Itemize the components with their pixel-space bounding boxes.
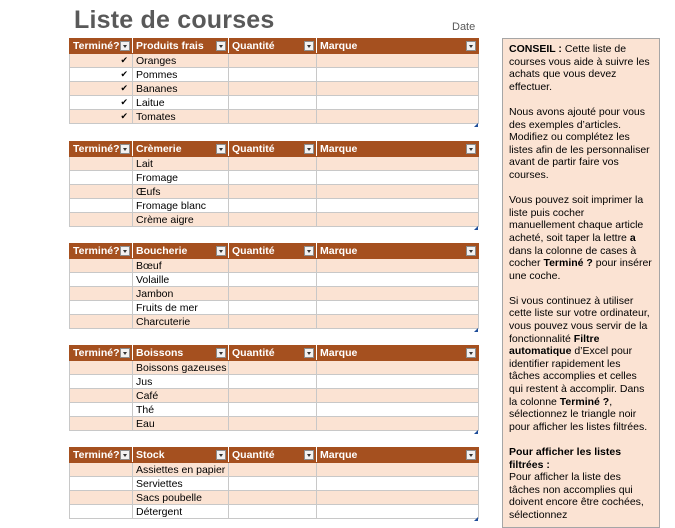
brand-column-header[interactable]: Marque: [317, 448, 479, 463]
filter-dropdown-icon[interactable]: [304, 41, 314, 51]
item-name-cell[interactable]: Eau: [133, 417, 229, 431]
filter-dropdown-icon[interactable]: [304, 450, 314, 460]
date-label[interactable]: Date: [452, 21, 476, 33]
filter-dropdown-icon[interactable]: [466, 348, 476, 358]
brand-cell[interactable]: [317, 213, 479, 227]
done-checkbox-cell[interactable]: [70, 375, 133, 389]
item-name-cell[interactable]: Fromage: [133, 171, 229, 185]
filter-dropdown-icon[interactable]: [466, 246, 476, 256]
done-checkbox-cell[interactable]: [70, 389, 133, 403]
item-name-cell[interactable]: Assiettes en papier: [133, 463, 229, 477]
quantity-column-header[interactable]: Quantité: [229, 39, 317, 54]
filter-dropdown-icon[interactable]: [304, 348, 314, 358]
item-name-cell[interactable]: Fromage blanc: [133, 199, 229, 213]
tip-print: Vous pouvez soit imprimer la liste puis cocher manuellement chaque article acheté, soit taper la lettre a dans la colonne de cases à cocher Terminé ? pour insérer une coche.: [509, 194, 652, 282]
filter-dropdown-icon[interactable]: [120, 41, 130, 51]
quantity-cell[interactable]: [229, 361, 317, 375]
table-row: [70, 505, 479, 519]
quantity-cell[interactable]: [229, 157, 317, 171]
quantity-column-header[interactable]: Quantité: [229, 346, 317, 361]
filter-dropdown-icon[interactable]: [216, 348, 226, 358]
brand-cell[interactable]: [317, 96, 479, 110]
brand-cell[interactable]: [317, 54, 479, 68]
done-column-header[interactable]: Terminé?: [70, 448, 133, 463]
brand-cell[interactable]: [317, 157, 479, 171]
brand-cell[interactable]: [317, 301, 479, 315]
done-checkbox-cell[interactable]: [70, 361, 133, 375]
filter-dropdown-icon[interactable]: [466, 41, 476, 51]
done-checkbox-cell[interactable]: [70, 301, 133, 315]
brand-cell[interactable]: [317, 477, 479, 491]
table-row: [70, 259, 479, 273]
table-resize-handle[interactable]: [474, 328, 478, 332]
filter-dropdown-icon[interactable]: [120, 348, 130, 358]
done-checkbox-cell[interactable]: [70, 491, 133, 505]
item-name-cell[interactable]: Tomates: [133, 110, 229, 124]
list-table: [69, 38, 479, 124]
filter-dropdown-icon[interactable]: [120, 450, 130, 460]
done-column-header[interactable]: Terminé?: [70, 39, 133, 54]
quantity-cell[interactable]: [229, 505, 317, 519]
done-checkbox-cell[interactable]: ✔: [70, 82, 133, 96]
category-column-header[interactable]: Produits frais: [133, 39, 229, 54]
table-row: [70, 68, 479, 82]
item-name-cell[interactable]: Lait: [133, 157, 229, 171]
quantity-cell[interactable]: [229, 54, 317, 68]
brand-cell[interactable]: [317, 171, 479, 185]
table-resize-handle[interactable]: [474, 430, 478, 434]
item-name-cell[interactable]: Boissons gazeuses: [133, 361, 229, 375]
quantity-cell[interactable]: [229, 259, 317, 273]
filter-dropdown-icon[interactable]: [120, 144, 130, 154]
brand-cell[interactable]: [317, 82, 479, 96]
quantity-cell[interactable]: [229, 477, 317, 491]
table-row: [70, 199, 479, 213]
quantity-cell[interactable]: [229, 375, 317, 389]
done-checkbox-cell[interactable]: ✔: [70, 68, 133, 82]
page-title: Liste de courses: [74, 6, 275, 34]
done-checkbox-cell[interactable]: [70, 259, 133, 273]
tip-filter: Si vous continuez à utiliser cette liste sur votre ordinateur, vous pouvez vous servir de la fonctionnalité Filtre automatique d’Excel pour identifier rapidement les tâches accomplies et celles qui restent à accomplir. Dans la colonne Terminé ?, sélectionnez le triangle noir pour afficher les listes filtrées.: [509, 294, 650, 433]
brand-cell[interactable]: [317, 185, 479, 199]
table-resize-handle[interactable]: [474, 226, 478, 230]
list-table: [69, 345, 479, 431]
quantity-column-header[interactable]: Quantité: [229, 448, 317, 463]
quantity-cell[interactable]: [229, 389, 317, 403]
list-table: [69, 447, 479, 519]
brand-column-header[interactable]: Marque: [317, 346, 479, 361]
table-row: [70, 403, 479, 417]
quantity-cell[interactable]: [229, 301, 317, 315]
done-checkbox-cell[interactable]: [70, 273, 133, 287]
done-checkbox-cell[interactable]: [70, 287, 133, 301]
table-row: [70, 110, 479, 124]
filter-dropdown-icon[interactable]: [120, 246, 130, 256]
brand-cell[interactable]: [317, 68, 479, 82]
done-checkbox-cell[interactable]: [70, 463, 133, 477]
table-row: [70, 375, 479, 389]
quantity-cell[interactable]: [229, 491, 317, 505]
brand-cell[interactable]: [317, 403, 479, 417]
item-name-cell[interactable]: Détergent: [133, 505, 229, 519]
table-row: [70, 82, 479, 96]
item-name-cell[interactable]: Crème aigre: [133, 213, 229, 227]
done-checkbox-cell[interactable]: [70, 185, 133, 199]
table-row: [70, 157, 479, 171]
table-row: [70, 491, 479, 505]
brand-cell[interactable]: [317, 389, 479, 403]
filter-dropdown-icon[interactable]: [466, 144, 476, 154]
quantity-cell[interactable]: [229, 199, 317, 213]
done-checkbox-cell[interactable]: [70, 505, 133, 519]
brand-cell[interactable]: [317, 417, 479, 431]
brand-cell[interactable]: [317, 315, 479, 329]
done-column-header[interactable]: Terminé?: [70, 346, 133, 361]
tip-intro: CONSEIL : Cette liste de courses vous aide à suivre les achats que vous devez effectuer.: [509, 43, 650, 93]
item-name-cell[interactable]: Serviettes: [133, 477, 229, 491]
filter-dropdown-icon[interactable]: [216, 450, 226, 460]
category-column-header[interactable]: Stock: [133, 448, 229, 463]
quantity-cell[interactable]: [229, 171, 317, 185]
table-row: [70, 315, 479, 329]
quantity-column-header[interactable]: Quantité: [229, 142, 317, 157]
table-row: [70, 54, 479, 68]
item-name-cell[interactable]: Sacs poubelle: [133, 491, 229, 505]
table-row: [70, 463, 479, 477]
filter-dropdown-icon[interactable]: [216, 144, 226, 154]
table-row: [70, 96, 479, 110]
quantity-cell[interactable]: [229, 287, 317, 301]
quantity-cell[interactable]: [229, 273, 317, 287]
quantity-cell[interactable]: [229, 213, 317, 227]
table-row: [70, 301, 479, 315]
done-checkbox-cell[interactable]: [70, 417, 133, 431]
done-checkbox-cell[interactable]: [70, 315, 133, 329]
table-resize-handle[interactable]: [474, 517, 478, 521]
table-row: [70, 417, 479, 431]
filter-dropdown-icon[interactable]: [304, 144, 314, 154]
quantity-cell[interactable]: [229, 110, 317, 124]
brand-cell[interactable]: [317, 375, 479, 389]
done-column-header[interactable]: Terminé?: [70, 142, 133, 157]
quantity-cell[interactable]: [229, 417, 317, 431]
filter-dropdown-icon[interactable]: [304, 246, 314, 256]
quantity-cell[interactable]: [229, 403, 317, 417]
brand-column-header[interactable]: Marque: [317, 39, 479, 54]
category-column-header[interactable]: Boucherie: [133, 244, 229, 259]
list-table: [69, 243, 479, 329]
brand-cell[interactable]: [317, 505, 479, 519]
brand-cell[interactable]: [317, 110, 479, 124]
quantity-cell[interactable]: [229, 82, 317, 96]
brand-cell[interactable]: [317, 199, 479, 213]
category-column-header[interactable]: Boissons: [133, 346, 229, 361]
table-row: [70, 477, 479, 491]
table-row: [70, 389, 479, 403]
brand-cell[interactable]: [317, 361, 479, 375]
done-checkbox-cell[interactable]: [70, 157, 133, 171]
category-column-header[interactable]: Crèmerie: [133, 142, 229, 157]
item-name-cell[interactable]: Laitue: [133, 96, 229, 110]
done-checkbox-cell[interactable]: [70, 213, 133, 227]
done-checkbox-cell[interactable]: [70, 477, 133, 491]
filter-dropdown-icon[interactable]: [466, 450, 476, 460]
done-checkbox-cell[interactable]: [70, 199, 133, 213]
done-checkbox-cell[interactable]: ✔: [70, 110, 133, 124]
done-checkbox-cell[interactable]: [70, 403, 133, 417]
item-name-cell[interactable]: Charcuterie: [133, 315, 229, 329]
brand-cell[interactable]: [317, 463, 479, 477]
brand-column-header[interactable]: Marque: [317, 142, 479, 157]
table-row: [70, 185, 479, 199]
item-name-cell[interactable]: Bœuf: [133, 259, 229, 273]
done-column-header[interactable]: Terminé?: [70, 244, 133, 259]
item-name-cell[interactable]: Jambon: [133, 287, 229, 301]
table-row: [70, 287, 479, 301]
filter-dropdown-icon[interactable]: [216, 41, 226, 51]
tip-filtered-text: Pour afficher la liste des tâches non accomplies qui doivent encore être cochées, sélectionnez: [509, 471, 644, 521]
item-name-cell[interactable]: Œufs: [133, 185, 229, 199]
table-row: [70, 171, 479, 185]
done-checkbox-cell[interactable]: ✔: [70, 96, 133, 110]
brand-cell[interactable]: [317, 287, 479, 301]
tip-examples: Nous avons ajouté pour vous des exemples d’articles. Modifiez ou complétez les listes afin de les personnaliser avant de partir faire vos courses.: [509, 105, 650, 181]
quantity-column-header[interactable]: Quantité: [229, 244, 317, 259]
filter-dropdown-icon[interactable]: [216, 246, 226, 256]
item-name-cell[interactable]: Volaille: [133, 273, 229, 287]
quantity-cell[interactable]: [229, 463, 317, 477]
table-row: [70, 273, 479, 287]
brand-cell[interactable]: [317, 491, 479, 505]
table-row: [70, 213, 479, 227]
brand-cell[interactable]: [317, 273, 479, 287]
brand-column-header[interactable]: Marque: [317, 244, 479, 259]
item-name-cell[interactable]: Pommes: [133, 68, 229, 82]
item-name-cell[interactable]: Fruits de mer: [133, 301, 229, 315]
done-checkbox-cell[interactable]: ✔: [70, 54, 133, 68]
quantity-cell[interactable]: [229, 185, 317, 199]
quantity-cell[interactable]: [229, 68, 317, 82]
done-checkbox-cell[interactable]: [70, 171, 133, 185]
item-name-cell[interactable]: Oranges: [133, 54, 229, 68]
item-name-cell[interactable]: Bananes: [133, 82, 229, 96]
list-table: [69, 141, 479, 227]
item-name-cell[interactable]: Café: [133, 389, 229, 403]
brand-cell[interactable]: [317, 259, 479, 273]
table-resize-handle[interactable]: [474, 123, 478, 127]
quantity-cell[interactable]: [229, 96, 317, 110]
table-row: [70, 361, 479, 375]
tip-panel: [502, 38, 660, 528]
item-name-cell[interactable]: Jus: [133, 375, 229, 389]
tip-filtered-heading: Pour afficher les listes filtrées :: [509, 446, 622, 471]
item-name-cell[interactable]: Thé: [133, 403, 229, 417]
quantity-cell[interactable]: [229, 315, 317, 329]
